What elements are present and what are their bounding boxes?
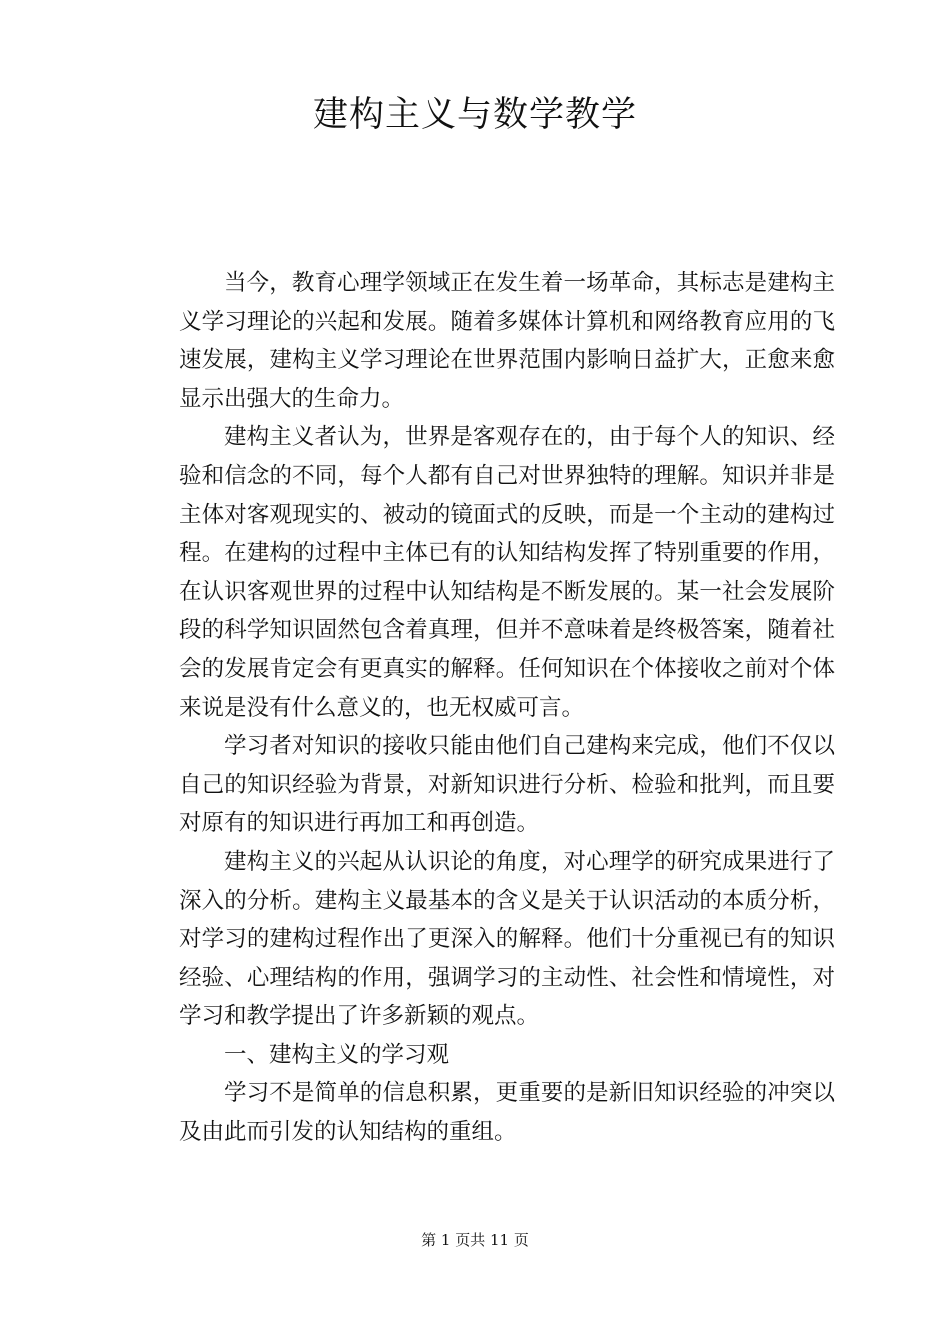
- document-title: 建构主义与数学教学: [312, 95, 637, 135]
- paragraph-rise-of-constructivism: 建构主义的兴起从认识论的角度，对心理学的研究成果进行了深入的分析。建构主义最基本的含义是关于认识活动的本质分析，对学习的建构过程作出了更深入的解释。他们十分重视已有的知识经验、心理结构的作用，强调学习的主动性、社会性和情境性，对学习和教学提出了许多新颖的观点。: [179, 848, 835, 1030]
- section-heading-learning-view: 一、建构主义的学习观: [224, 1041, 450, 1068]
- paragraph-learning-definition: 学习不是简单的信息积累，更重要的是新旧知识经验的冲突以及由此而引发的认知结构的重组。: [179, 1080, 835, 1146]
- document-body: [179, 264, 835, 1152]
- paragraph-constructivist-view: 建构主义者认为，世界是客观存在的，由于每个人的知识、经验和信念的不同，每个人都有自己对世界独特的理解。知识并非是主体对客观现实的、被动的镜面式的反映，而是一个主动的建构过程。在建构的过程中主体已有的认知结构发挥了特别重要的作用，在认识客观世界的过程中认知结构是不断发展的。某一社会发展阶段的科学知识固然包含着真理，但并不意味着是终极答案，随着社会的发展肯定会有更真实的解释。任何知识在个体接收之前对个体来说是没有什么意义的，也无权威可言。: [179, 424, 835, 721]
- paragraph-intro: 当今，教育心理学领域正在发生着一场革命，其标志是建构主义学习理论的兴起和发展。随着多媒体计算机和网络教育应用的飞速发展，建构主义学习理论在世界范围内影响日益扩大，正愈来愈显示出强大的生命力。: [179, 270, 835, 412]
- paragraph-learner-construction: 学习者对知识的接收只能由他们自己建构来完成，他们不仅以自己的知识经验为背景，对新知识进行分析、检验和批判，而且要对原有的知识进行再加工和再创造。: [179, 733, 835, 837]
- page-number-footer: 第 1 页共 11 页: [421, 1231, 529, 1249]
